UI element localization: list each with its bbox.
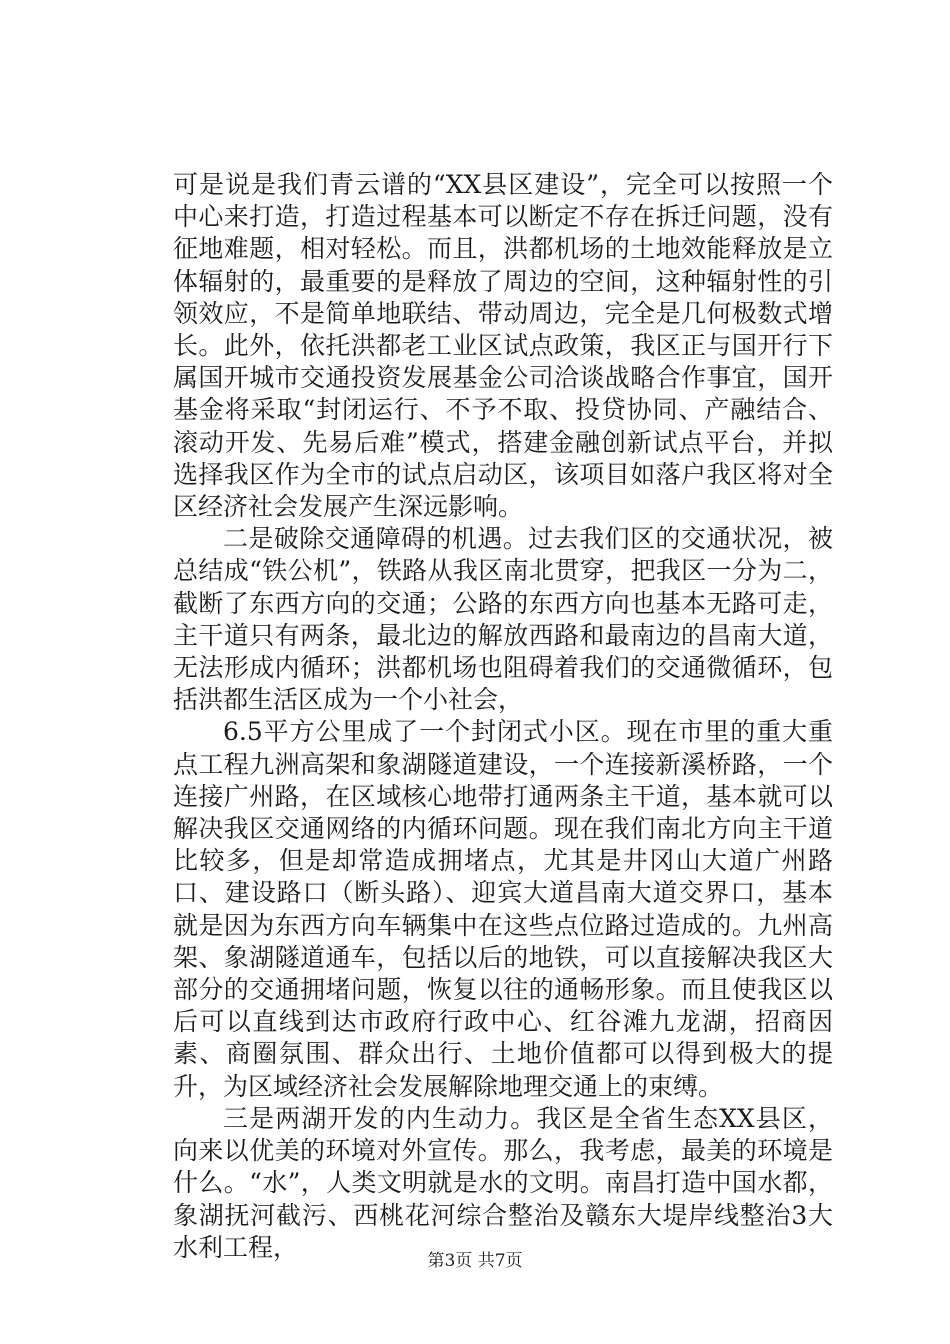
- page-footer: 第3页 共7页: [427, 1251, 523, 1271]
- paragraph-traffic-opportunity: 二是破除交通障碍的机遇。过去我们区的交通状况，被总结成“铁公机”，铁路从我区南北贯穿，把我区一分为二，截断了东西方向的交通；公路的东西方向也基本无路可走，主干道只有两条，最北边的解放西路和最南边的昌南大道，无法形成内循环；洪都机场也阻碍着我们的交通微循环，包括洪都生活区成为一个小社会，: [173, 524, 833, 715]
- paragraph-continuation: 可是说是我们青云谱的“XX县区建设”，完全可以按照一个中心来打造，打造过程基本可以断定不存在拆迁问题，没有征地难题，相对轻松。而且，洪都机场的土地效能释放是立体辐射的，最重要的是释放了周边的空间，这种辐射性的引领效应，不是简单地联结、带动周边，完全是几何极数式增长。此外，依托洪都老工业区试点政策，我区正与国开行下属国开城市交通投资发展基金公司洽谈战略合作事宜，国开基金将采取“封闭运行、不予不取、投贷协同、产融结合、滚动开发、先易后难”模式，搭建金融创新试点平台，并拟选择我区作为全市的试点启动区，该项目如落户我区将对全区经济社会发展产生深远影响。: [173, 170, 833, 522]
- paragraph-traffic-projects: 6.5平方公里成了一个封闭式小区。现在市里的重大重点工程九洲高架和象湖隧道建设，一个连接新溪桥路，一个连接广州路，在区域核心地带打通两条主干道，基本就可以解决我区交通网络的内循环问题。现在我们南北方向主干道比较多，但是却常造成拥堵点，尤其是井冈山大道广州路口、建设路口（断头路）、迎宾大道昌南大道交界口，基本就是因为东西方向车辆集中在这些点位路过造成的。九州高架、象湖隧道通车，包括以后的地铁，可以直接解决我区大部分的交通拥堵问题，恢复以往的通畅形象。而且使我区以后可以直线到达市政府行政中心、红谷滩九龙湖，招商因素、商圈氛围、群众出行、土地价值都可以得到极大的提升，为区域经济社会发展解除地理交通上的束缚。: [173, 717, 833, 1101]
- paragraph-lakes-development: 三是两湖开发的内生动力。我区是全省生态XX县区，向来以优美的环境对外宣传。那么，我考虑，最美的环境是什么。“水”，人类文明就是水的文明。南昌打造中国水都，象湖抚河截污、西桃花河综合整治及赣东大堤岸线整治3大水利工程，: [173, 1103, 833, 1262]
- document-body: [173, 169, 833, 1264]
